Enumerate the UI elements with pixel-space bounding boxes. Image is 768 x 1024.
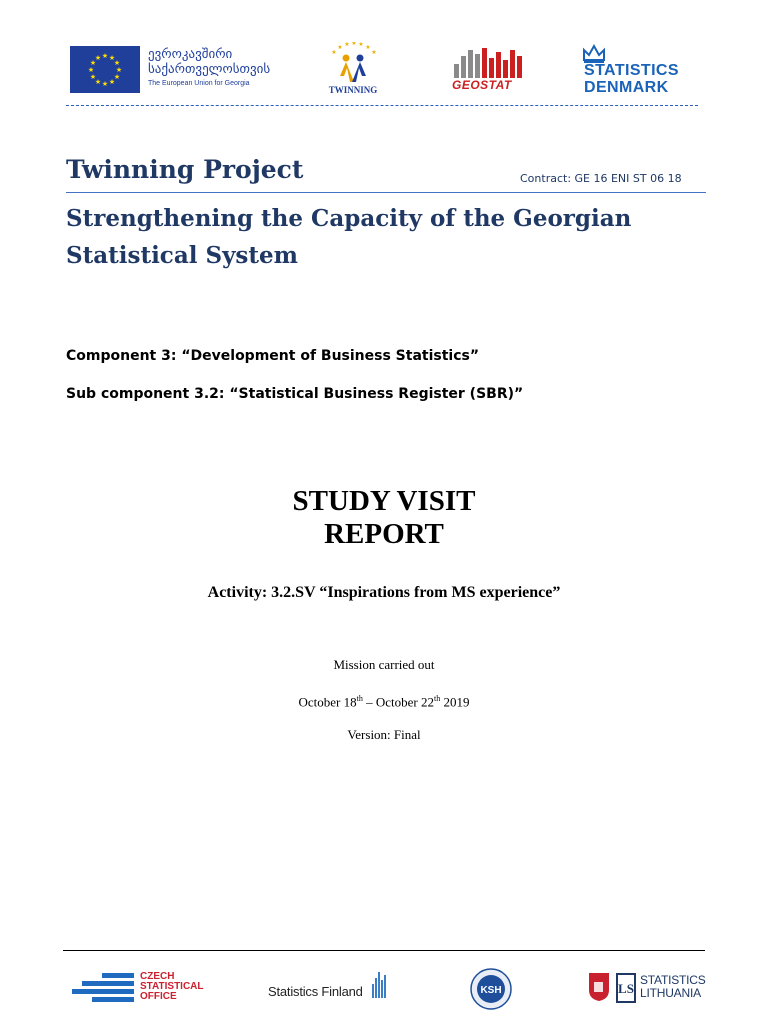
lithuania-shield-icon [588, 972, 610, 1002]
crown-icon [581, 42, 607, 64]
czech-bars-logo [72, 972, 134, 1002]
svg-text:★: ★ [101, 52, 109, 60]
svg-text:★: ★ [331, 49, 337, 56]
mission-line: Mission carried out [333, 657, 435, 672]
contract-number: Contract: GE 16 ENI ST 06 18 [520, 172, 682, 185]
svg-text:LS: LS [618, 981, 634, 996]
svg-text:★: ★ [108, 54, 116, 62]
project-title: Twinning Project [66, 155, 304, 184]
svg-text:★: ★ [89, 73, 97, 81]
eu-english-line: The European Union for Georgia [148, 79, 250, 87]
eu-flag-logo [70, 46, 140, 93]
footer-rule [63, 950, 705, 951]
svg-text:★: ★ [94, 54, 102, 62]
twinning-label: TWINNING [328, 85, 378, 95]
activity-line: Activity: 3.2.SV “Inspirations from MS experience” [207, 584, 561, 601]
svg-text:★: ★ [115, 66, 123, 74]
geostat-label: GEOSTAT [452, 78, 512, 92]
finland-bars-logo [372, 970, 388, 998]
svg-text:★: ★ [365, 44, 371, 51]
svg-text:★: ★ [371, 49, 377, 56]
denmark-line1: STATISTICS [584, 62, 679, 79]
svg-text:★: ★ [358, 42, 364, 48]
lithuania-line2: LITHUANIA [640, 986, 701, 1000]
denmark-line2: DENMARK [584, 79, 669, 96]
czech-line2: STATISTICAL [140, 981, 204, 992]
eu-georgian-line2: საქართველოსთვის [148, 61, 271, 77]
mission-dates [0, 694, 768, 710]
subcomponent-heading: Sub component 3.2: “Statistical Business Register (SBR)” [66, 386, 524, 402]
czech-line3: OFFICE [140, 991, 177, 1002]
eu-logo-text [148, 48, 288, 88]
version-line: Version: Final [347, 727, 421, 742]
date-end: – October 22 [362, 694, 434, 710]
date-start: October 18 [298, 694, 357, 710]
lithuania-label [640, 974, 706, 1000]
lithuania-ls-icon [616, 973, 636, 1003]
header-divider [66, 105, 698, 106]
svg-text:★: ★ [351, 42, 357, 47]
svg-text:★: ★ [113, 59, 121, 67]
statistics-finland-label: Statistics Finland [268, 984, 363, 999]
title-rule [66, 192, 706, 193]
czech-line1: CZECH [140, 971, 175, 982]
svg-text:★: ★ [337, 44, 343, 51]
czech-office-label [140, 972, 204, 1002]
report-title-line1: STUDY VISIT [292, 485, 476, 517]
svg-text:★: ★ [101, 80, 109, 88]
date-end-suffix: th [434, 694, 441, 703]
svg-text:★: ★ [344, 42, 350, 48]
eu-georgian-line1: ევროკავშირი [148, 47, 233, 62]
report-title-line2: REPORT [324, 518, 444, 550]
svg-text:★: ★ [94, 78, 102, 86]
ksh-label: KSH [480, 985, 502, 996]
project-subtitle: Strengthening the Capacity of the Georgian Statistical System [66, 205, 632, 269]
ksh-logo [470, 968, 512, 1010]
date-start-suffix: th [356, 694, 363, 703]
svg-text:★: ★ [89, 59, 97, 67]
lithuania-line1: STATISTICS [640, 973, 706, 987]
svg-text:★: ★ [108, 78, 116, 86]
svg-text:★: ★ [87, 66, 95, 74]
component-heading: Component 3: “Development of Business Statistics” [66, 348, 480, 364]
svg-text:★: ★ [113, 73, 121, 81]
date-year: 2019 [440, 694, 470, 710]
